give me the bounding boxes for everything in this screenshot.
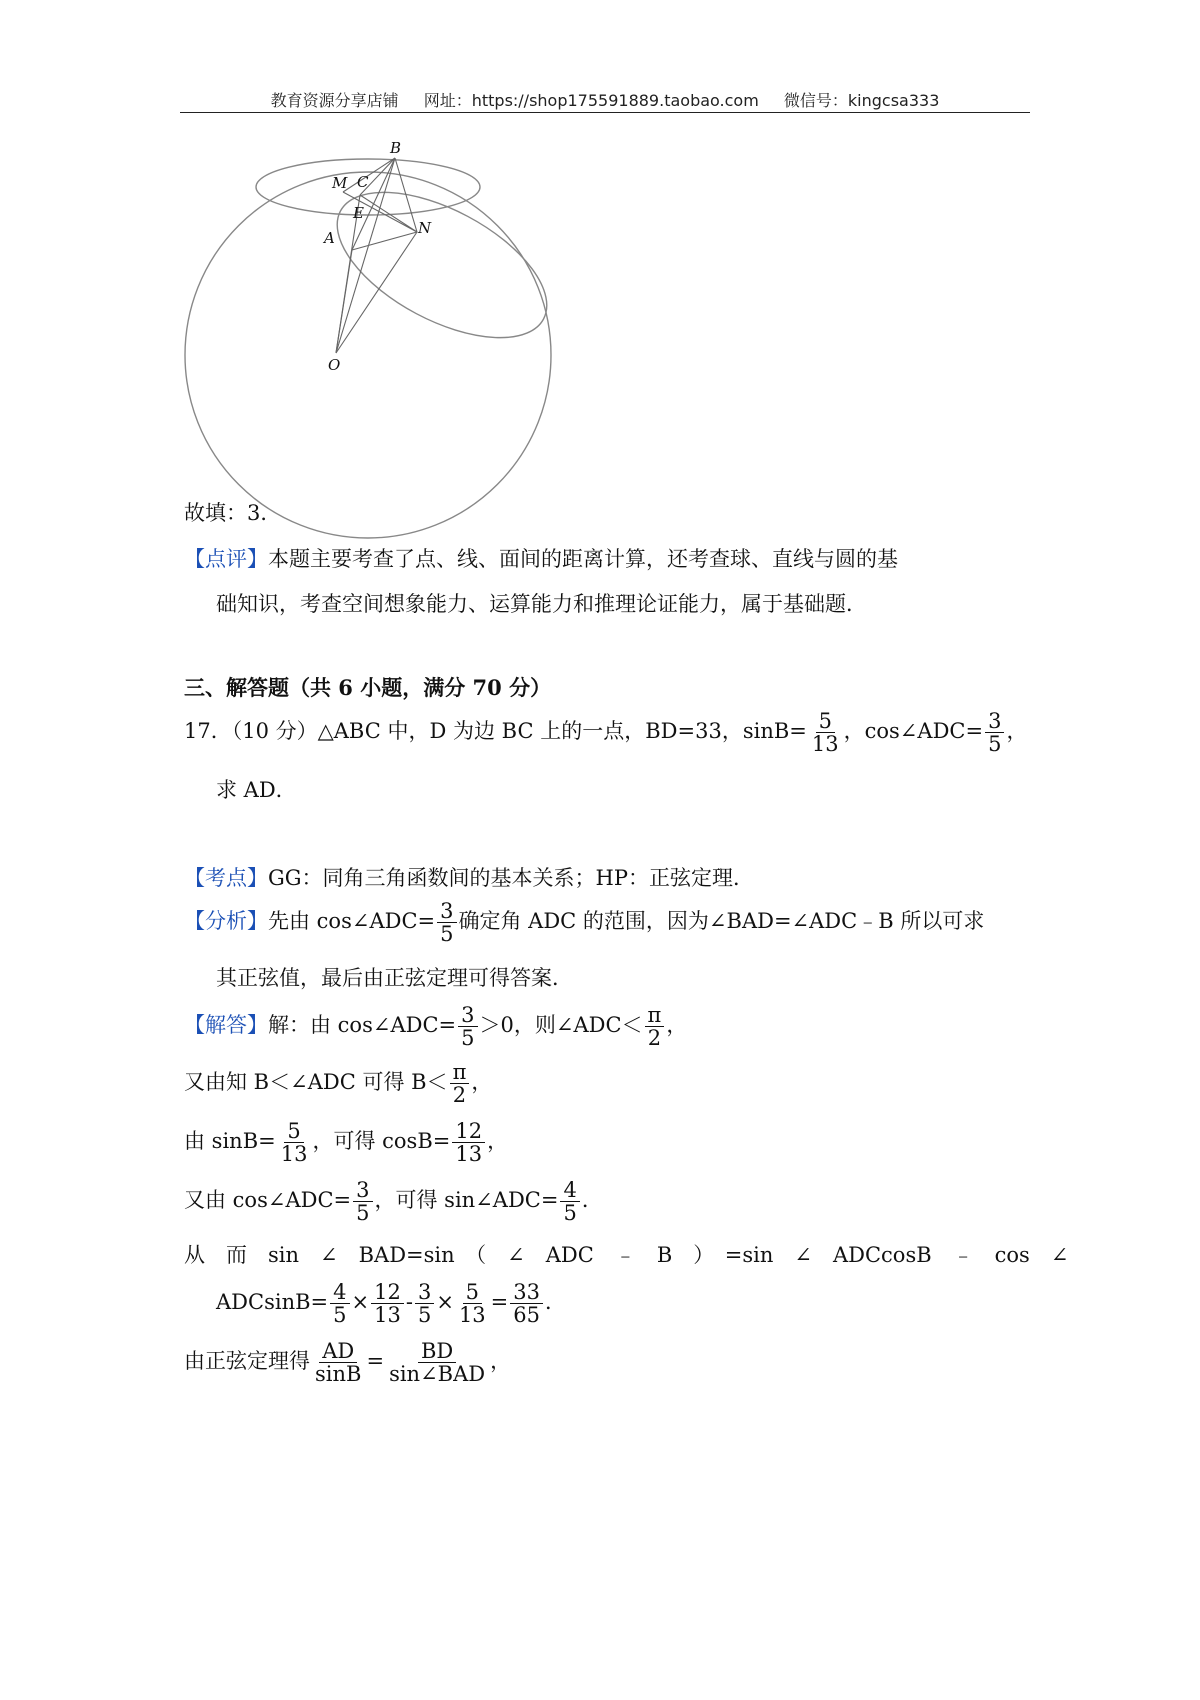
header-url: 网址：https://shop175591889.taobao.com xyxy=(423,91,759,110)
kaodian-tag: 【考点】 xyxy=(184,866,268,890)
comment-tag: 【点评】 xyxy=(184,547,268,571)
fenxi-line-2: 其正弦值，最后由正弦定理可得答案． xyxy=(216,966,573,990)
jieda-tag: 【解答】 xyxy=(184,1013,268,1038)
problem-text-b: ，cos∠ADC= xyxy=(843,719,984,744)
jieda-line-7: 由正弦定理得 $\frac{AD}{\sin B}$ = $\frac{BD}{\text{sin∠BAD}}$ ， xyxy=(184,1339,512,1387)
problem-ask: 求 AD． xyxy=(216,778,297,802)
comment-text-1: 本题主要考查了点、线、面间的距离计算，还考查球、直线与圆的基 xyxy=(268,547,898,571)
answer-fill: 故填：3． xyxy=(184,501,282,525)
jieda-line-1: 【解答】解：由 cos∠ADC= $\frac{3}{5}$ ＞0，则∠ADC＜ $\frac{\pi}{2}$ ， xyxy=(184,1003,688,1051)
label-A: A xyxy=(324,229,335,247)
fenxi-line-1: 【分析】先由 cos∠ADC= $\frac{3}{5}$ 确定角 ADC 的范围，因为∠BAD=∠ADC﹣B 所以可求 xyxy=(184,899,985,947)
small-circle-tilted xyxy=(315,162,560,367)
frac-sinB: $\frac{5}{13}$ xyxy=(811,709,839,757)
comment-line-1 xyxy=(184,543,898,573)
label-E: E xyxy=(353,204,364,222)
frac-cosADC: $\frac{3}{5}$ xyxy=(985,710,1004,755)
fenxi-tag: 【分析】 xyxy=(184,909,268,934)
kaodian-line xyxy=(184,862,754,892)
jieda-line-6: ADCsinB= $\frac{4}{5}$ × $\frac{12}{13}$ - $\frac{3}{5}$ × $\frac{5}{13}$ = $\frac{33}{65}$ ． xyxy=(216,1280,567,1328)
problem-line-1: 17．（10 分）△ABC 中，D 为边 BC 上的一点，BD=33，sinB= $\frac{5}{13}$ ，cos∠ADC= $\frac{3}{5}$ ， xyxy=(184,709,1028,757)
jieda-line-5: 从 而 sin ∠ BAD=sin （ ∠ ADC ﹣ B ） =sin ∠ ADCcosB ﹣ cos ∠ xyxy=(184,1243,1069,1267)
header-shop: 教育资源分享店铺 xyxy=(270,91,399,110)
kaodian-text: GG：同角三角函数间的基本关系；HP：正弦定理． xyxy=(268,866,754,890)
label-C: C xyxy=(357,173,369,191)
problem-text-a: 17．（10 分）△ABC 中，D 为边 BC 上的一点，BD=33，sinB= xyxy=(184,719,807,744)
sphere-outline xyxy=(185,172,551,538)
section-title: 三、解答题（共 6 小题，满分 70 分） xyxy=(184,675,552,700)
jieda-line-2: 又由知 B＜∠ADC 可得 B＜ $\frac{\pi}{2}$ ， xyxy=(184,1060,493,1108)
label-M: M xyxy=(332,174,348,192)
jieda-line-4: 又由 cos∠ADC= $\frac{3}{5}$ ，可得 sin∠ADC= $\frac{4}{5}$ ． xyxy=(184,1178,603,1226)
header-wechat: 微信号：kingcsa333 xyxy=(783,91,940,110)
header-rule xyxy=(180,112,1030,113)
comment-line-2: 础知识，考查空间想象能力、运算能力和推理论证能力，属于基础题． xyxy=(216,592,867,616)
label-O: O xyxy=(328,356,341,374)
page-header xyxy=(180,88,1030,111)
label-B: B xyxy=(390,140,402,157)
jieda-line-3: 由 sinB= $\frac{5}{13}$ ，可得 cosB= $\frac{12}{13}$ ， xyxy=(184,1119,509,1167)
frac-fenxi: $\frac{3}{5}$ xyxy=(437,900,456,945)
label-N: N xyxy=(418,219,432,237)
sphere-figure xyxy=(180,140,560,540)
